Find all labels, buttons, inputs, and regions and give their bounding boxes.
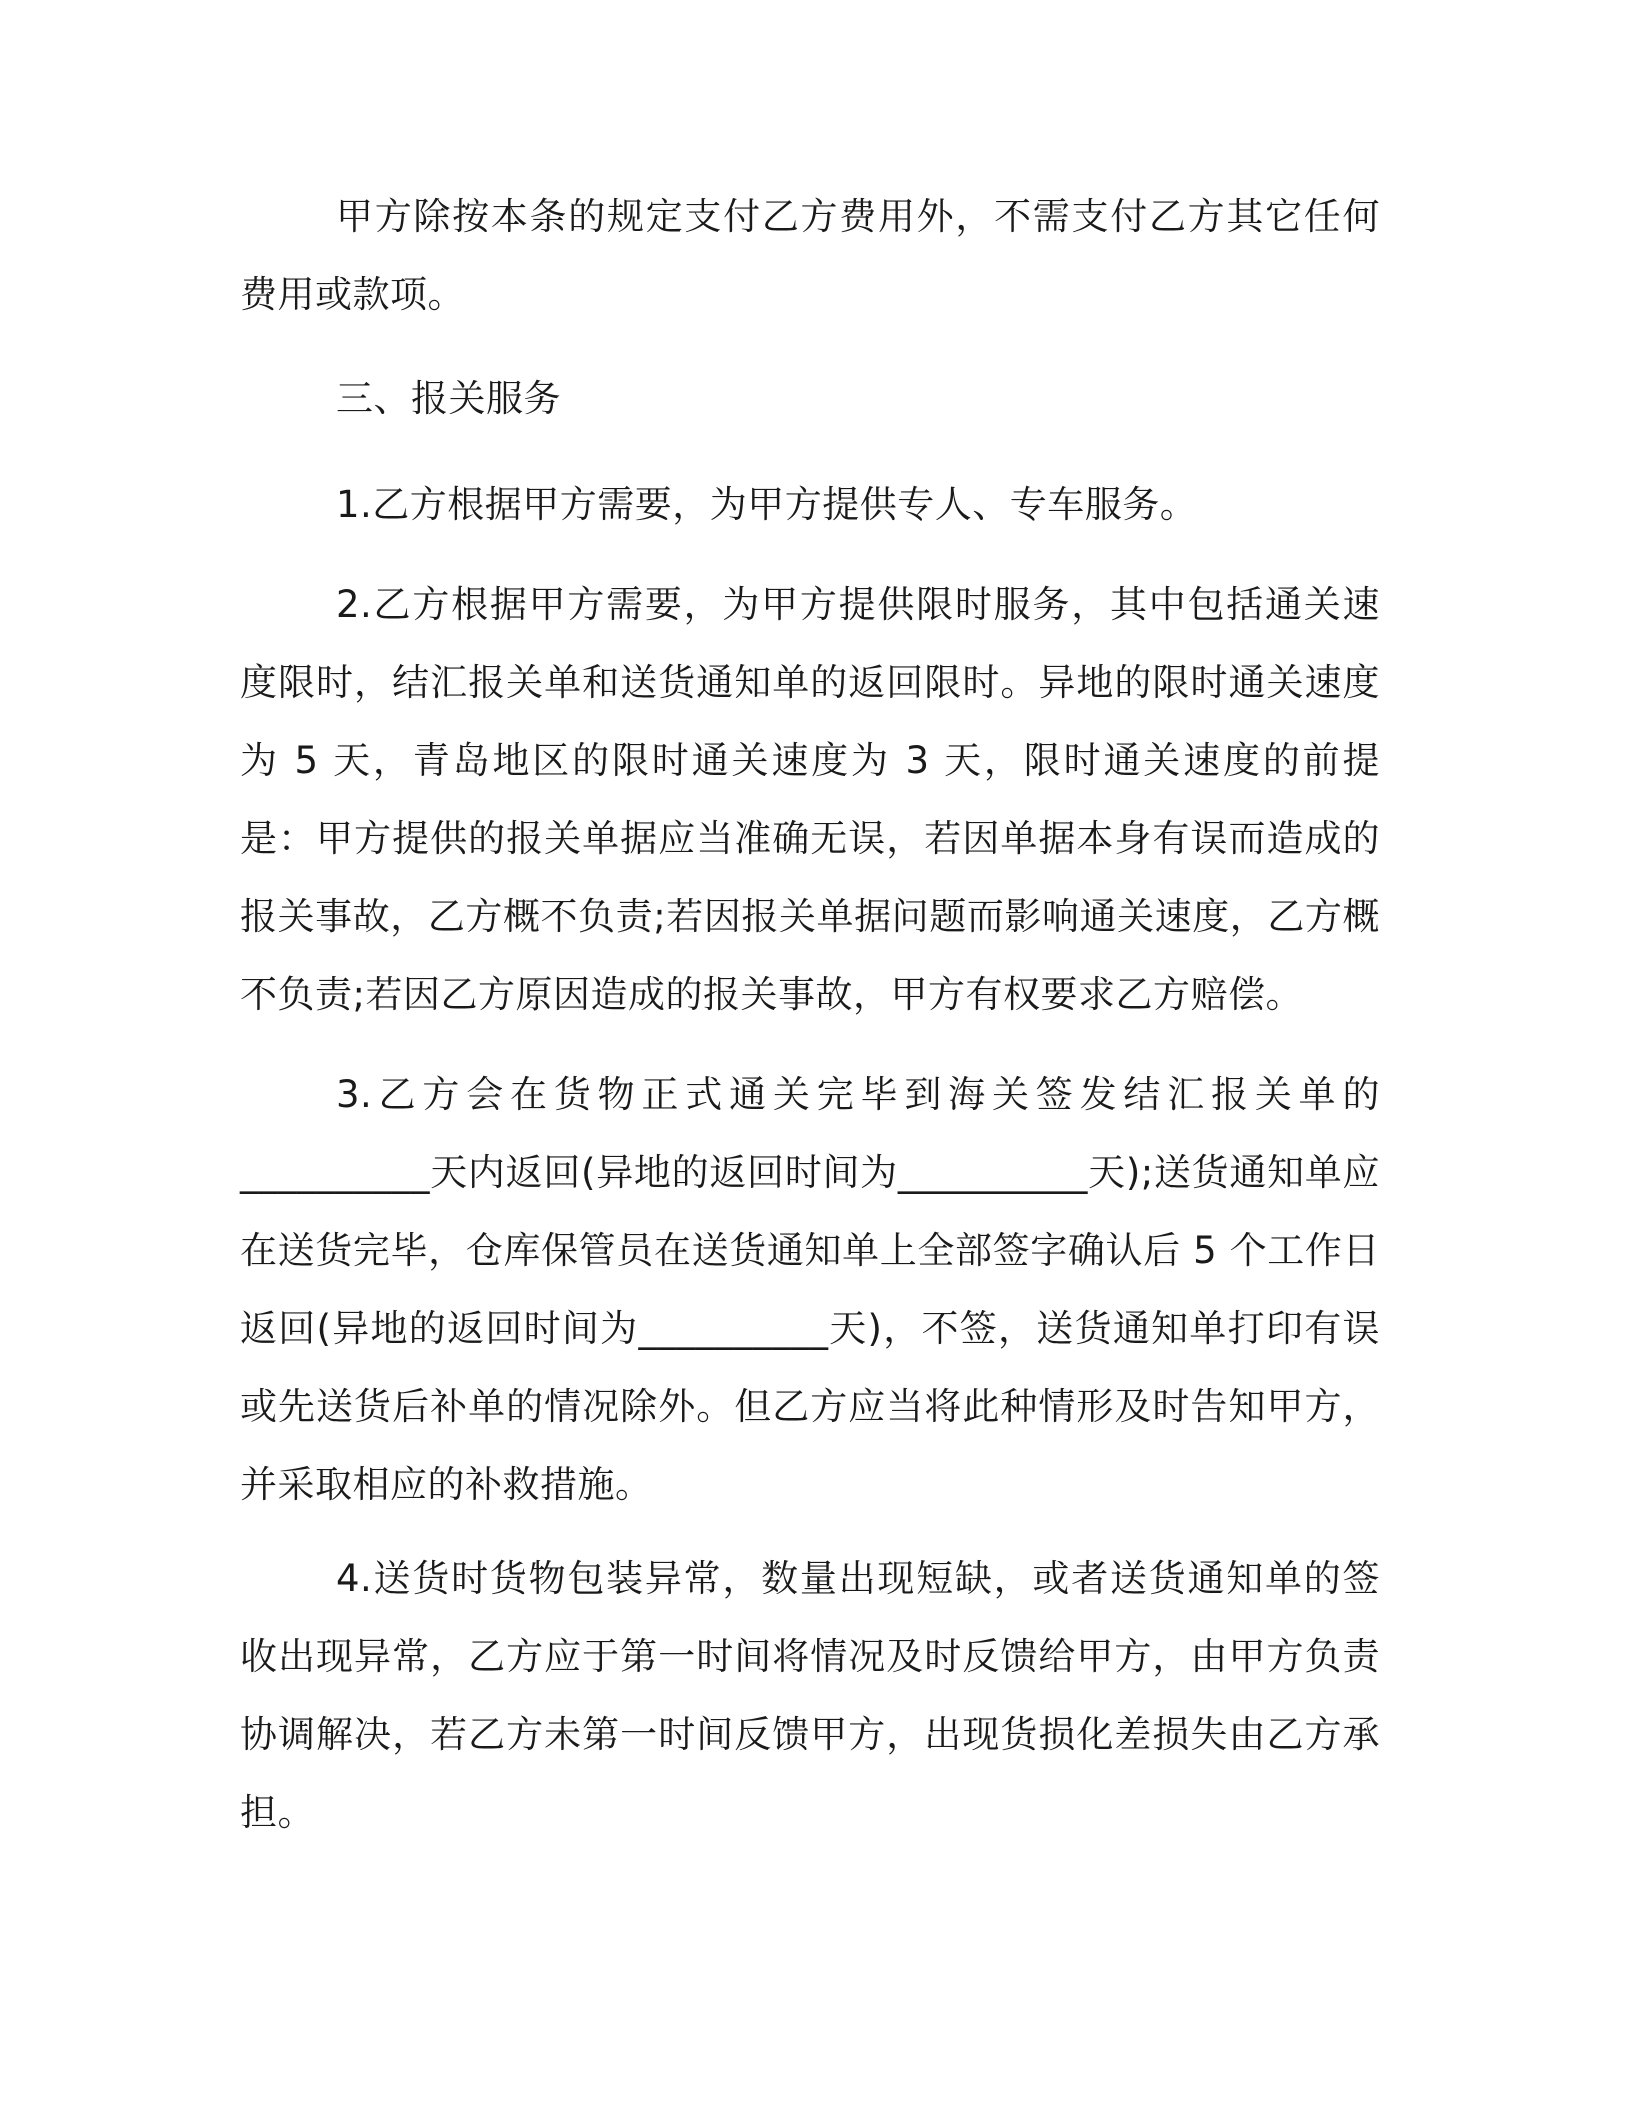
paragraph-item-4: 4.送货时货物包装异常，数量出现短缺，或者送货通知单的签收出现异常，乙方应于第一时间将情况及时反馈给甲方，由甲方负责协调解决，若乙方未第一时间反馈甲方，出现货损化差损失由乙方承担。 <box>240 1557 1380 1834</box>
paragraph-item-2: 2.乙方根据甲方需要，为甲方提供限时服务，其中包括通关速度限时，结汇报关单和送货通知单的返回限时。异地的限时通关速度为 5 天，青岛地区的限时通关速度为 3 天，限时通关速度的前提是：甲方提供的报关单据应当准确无误，若因单据本身有误而造成的报关事故，乙方概不负责;若因报关单据问题而影响通关速度，乙方概不负责;若因乙方原因造成的报关事故，甲方有权要求乙方赔偿。 <box>240 583 1380 1016</box>
paragraph-item-1: 1.乙方根据甲方需要，为甲方提供专人、专车服务。 <box>336 483 1198 526</box>
paragraph-item-3: 3.乙方会在货物正式通关完毕到海关签发结汇报关单的__________天内返回(异地的返回时间为__________天);送货通知单应在送货完毕，仓库保管员在送货通知单上全部签字确认后 5 个工作日返回(异地的返回时间为__________天)，不签，送货通知单打印有误或先送货后补单的情况除外。但乙方应当将此种情形及时告知甲方，并采取相应的补救措施。 <box>240 1073 1380 1506</box>
section-heading-customs-service: 三、报关服务 <box>336 377 561 420</box>
paragraph-payment-terms: 甲方除按本条的规定支付乙方费用外，不需支付乙方其它任何费用或款项。 <box>240 195 1380 316</box>
